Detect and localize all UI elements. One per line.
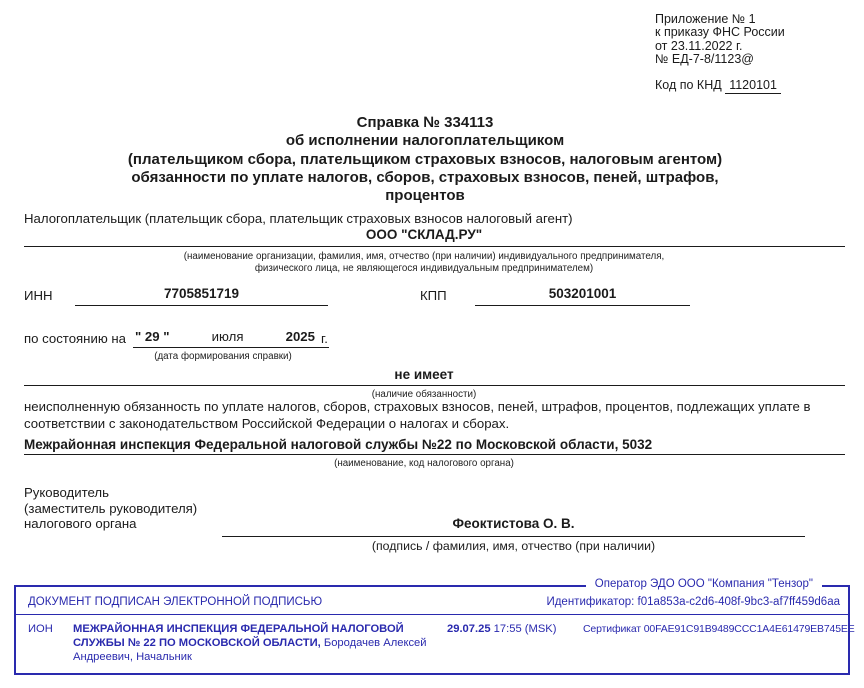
status-underline <box>24 385 845 386</box>
kpp-value: 503201001 <box>475 286 690 306</box>
signer-organization-name: МЕЖРАЙОННАЯ ИНСПЕКЦИЯ ФЕДЕРАЛЬНОЙ НАЛОГОВОЙ СЛУЖБЫ № 22 ПО МОСКОВСКОЙ ОБЛАСТИ, <box>73 623 404 650</box>
title-line: обязанности по уплате налогов, сборов, страховых взносов, пеней, штрафов, <box>131 168 719 186</box>
asof-day: " 29 " <box>135 329 170 344</box>
signer-person: Бородачев Алексей Андреевич, Начальник <box>73 637 427 664</box>
title-line: об исполнении налогоплательщиком <box>285 132 565 150</box>
body-paragraph: неисполненную обязанность по уплате налогов, сборов, страховых взносов, пеней, штрафов, процентов, подлежащих уплате в соответствии с законодательством Российской Федерации о налогах и сборах. <box>24 399 811 431</box>
esignature-stamp <box>14 578 855 675</box>
authority-caption: (наименование, код налогового органа) <box>334 458 514 469</box>
appendix-line: к приказу ФНС России <box>655 25 785 40</box>
identifier <box>546 596 840 608</box>
signer-name: Феоктистова О. В. <box>452 516 575 531</box>
taxpayer-name: ООО "СКЛАД.РУ" <box>365 227 483 242</box>
authority-underline <box>24 454 845 455</box>
inn-value: 7705851719 <box>75 286 328 306</box>
asof-date-field <box>133 329 329 348</box>
title-line: процентов <box>385 187 465 205</box>
identifier-value: f01a853a-c2d6-408f-9bc3-af7ff459d6aa <box>637 595 840 608</box>
document-title <box>0 114 850 205</box>
signed-title: ДОКУМЕНТ ПОДПИСАН ЭЛЕКТРОННОЙ ПОДПИСЬЮ <box>28 595 323 608</box>
certificate <box>583 622 855 665</box>
knd-code-value: 1120101 <box>725 78 781 94</box>
taxpayer-caption <box>0 251 848 274</box>
signer-role <box>24 485 197 532</box>
signer-role-line: налогового органа <box>24 516 137 532</box>
edo-operator-label: Оператор ЭДО ООО "Компания "Тензор" <box>586 578 822 590</box>
taxpayer-caption-line: физического лица, не являющегося индивидуальным предпринимателем) <box>254 262 594 274</box>
inn-label: ИНН <box>24 288 53 303</box>
asof-label: по состоянию на <box>24 331 126 346</box>
taxpayer-label: Налогоплательщик (плательщик сбора, плательщик страховых взносов налоговый агент) <box>24 211 573 226</box>
signer-role-line: (заместитель руководителя) <box>24 500 198 516</box>
asof-month: июля <box>211 329 244 344</box>
signer-role-line: Руководитель <box>24 485 109 500</box>
certificate-label: Сертификат <box>583 623 641 635</box>
signing-datetime <box>447 622 583 665</box>
title-line: (плательщиком сбора, плательщиком страховых взносов, налоговым агентом) <box>127 150 723 168</box>
signature-underline <box>222 536 805 537</box>
kpp-label: КПП <box>420 288 447 303</box>
identifier-label: Идентификатор: <box>546 595 635 608</box>
signature-caption: (подпись / фамилия, имя, отчество (при наличии) <box>371 539 656 553</box>
title-line: Справка № 334113 <box>356 114 494 131</box>
obligation-status: не имеет <box>394 367 454 382</box>
appendix-line: № ЕД-7-8/1123@ <box>655 52 754 67</box>
status-caption: (наличие обязанности) <box>371 389 477 400</box>
stamp-header-row <box>16 587 848 615</box>
appendix-line: от 23.11.2022 г. <box>655 38 743 53</box>
asof-caption: (дата формирования справки) <box>154 351 292 362</box>
signing-time: 17:55 (MSK) <box>493 623 557 635</box>
signer-organization <box>73 622 447 665</box>
stamp-detail-row <box>16 615 855 665</box>
tax-authority-name: Межрайонная инспекция Федеральной налоговой службы №22 по Московской области, 5032 <box>24 437 653 452</box>
certificate-value: 00FAE91C91B9489CCC1A4E61479EB745EE <box>643 623 855 635</box>
appendix-reference <box>655 13 785 67</box>
knd-code-label: Код по КНД <box>655 78 722 92</box>
asof-year-suffix: г. <box>321 331 328 346</box>
signing-date: 29.07.25 <box>447 623 491 635</box>
appendix-line: Приложение № 1 <box>655 12 756 26</box>
taxpayer-caption-line: (наименование организации, фамилия, имя, отчество (при наличии) индивидуального предпринимателя, <box>183 251 665 262</box>
knd-code <box>655 78 781 92</box>
taxpayer-underline <box>24 246 845 247</box>
source-system-label: ИОН <box>28 623 53 635</box>
asof-year: 2025 <box>285 329 315 344</box>
